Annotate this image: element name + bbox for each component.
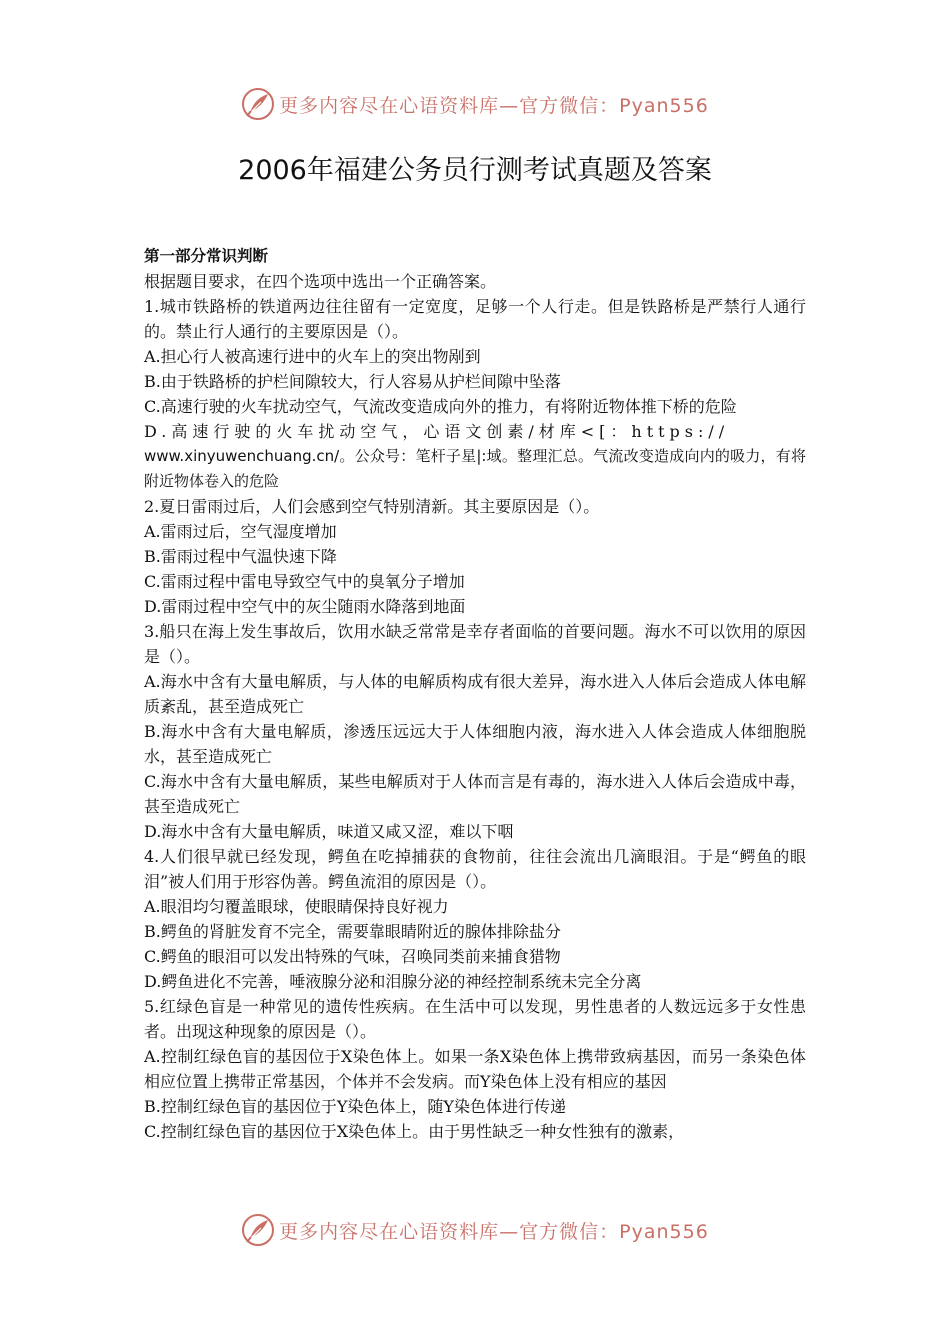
question-2-stem: 2.夏日雷雨过后，人们会感到空气特别清新。其主要原因是（）。 <box>144 497 600 516</box>
page-title: 2006年福建公务员行测考试真题及答案 <box>238 155 712 186</box>
question-4-stem: 4.人们很早就已经发现，鳄鱼在吃掉捕获的食物前，往往会流出几滴眼泪。于是“鳄鱼的眼泪”被人们用于形容伪善。鳄鱼流泪的原因是（）。 <box>144 847 806 891</box>
question-4-option-b: B.鳄鱼的肾脏发育不完全，需要靠眼睛附近的腺体排除盐分 <box>144 922 561 941</box>
question-4-option-c: C.鳄鱼的眼泪可以发出特殊的气味，召唤同类前来捕食猎物 <box>144 947 561 966</box>
question-1-option-a: A.担心行人被高速行进中的火车上的突出物剐到 <box>144 347 481 366</box>
question-3-option-c: C.海水中含有大量电解质，某些电解质对于人体而言是有毒的，海水进入人体后会造成中毒，甚至造成死亡 <box>144 772 806 816</box>
question-2-option-a: A.雷雨过后，空气湿度增加 <box>144 522 337 541</box>
section-instruction: 根据题目要求，在四个选项中选出一个正确答案。 <box>144 272 497 291</box>
question-1-option-b: B.由于铁路桥的护栏间隙较大，行人容易从护栏间隙中坠落 <box>144 372 561 391</box>
footer-banner <box>0 1210 950 1250</box>
question-1-option-d-line1: D.高速行驶的火车扰动空气，心语文创素/材库<[：https:// <box>144 422 730 441</box>
question-4-option-a: A.眼泪均匀覆盖眼球，使眼睛保持良好视力 <box>144 897 449 916</box>
feather-pen-logo-icon <box>241 1213 275 1247</box>
question-1-option-d-line2: www.xinyuwenchuang.cn/。公众号：笔杆子星|:域。整理汇总。气流改变造成向内的吸力，有将附近物体卷入的危险 <box>144 447 806 490</box>
question-4-option-d: D.鳄鱼进化不完善，唾液腺分泌和泪腺分泌的神经控制系统未完全分离 <box>144 972 642 991</box>
question-3-option-b: B.海水中含有大量电解质，渗透压远远大于人体细胞内液，海水进入人体会造成人体细胞脱水，甚至造成死亡 <box>144 722 806 766</box>
question-5-option-b: B.控制红绿色盲的基因位于Y染色体上，随Y染色体进行传递 <box>144 1097 566 1116</box>
question-1-option-c: C.高速行驶的火车扰动空气，气流改变造成向外的推力，有将附近物体推下桥的危险 <box>144 397 737 416</box>
header-banner-text: 更多内容尽在心语资料库—官方微信：Pyan556 <box>279 94 709 117</box>
feather-pen-logo-icon <box>241 87 275 121</box>
question-5-option-c: C.控制红绿色盲的基因位于X染色体上。由于男性缺乏一种女性独有的激素， <box>144 1122 685 1141</box>
document-body <box>144 244 806 1144</box>
question-5-stem: 5.红绿色盲是一种常见的遗传性疾病。在生活中可以发现，男性患者的人数远远多于女性患者。出现这种现象的原因是（）。 <box>144 997 806 1041</box>
question-1-stem: 1.城市铁路桥的铁道两边往往留有一定宽度，足够一个人行走。但是铁路桥是严禁行人通行的。禁止行人通行的主要原因是（）。 <box>144 297 806 341</box>
header-banner <box>0 84 950 124</box>
question-3-option-d: D.海水中含有大量电解质，味道又咸又涩，难以下咽 <box>144 822 514 841</box>
section-heading: 第一部分常识判断 <box>144 247 269 265</box>
question-5-option-a: A.控制红绿色盲的基因位于X染色体上。如果一条X染色体上携带致病基因，而另一条染色体相应位置上携带正常基因，个体并不会发病。而Y染色体上没有相应的基因 <box>144 1047 806 1091</box>
question-2-option-c: C.雷雨过程中雷电导致空气中的臭氧分子增加 <box>144 572 465 591</box>
question-2-option-b: B.雷雨过程中气温快速下降 <box>144 547 337 566</box>
question-3-stem: 3.船只在海上发生事故后，饮用水缺乏常常是幸存者面临的首要问题。海水不可以饮用的原因是（）。 <box>144 622 806 666</box>
question-3-option-a: A.海水中含有大量电解质，与人体的电解质构成有很大差异，海水进入人体后会造成人体电解质紊乱，甚至造成死亡 <box>144 672 806 716</box>
footer-banner-text: 更多内容尽在心语资料库—官方微信：Pyan556 <box>279 1220 709 1243</box>
question-2-option-d: D.雷雨过程中空气中的灰尘随雨水降落到地面 <box>144 597 466 616</box>
